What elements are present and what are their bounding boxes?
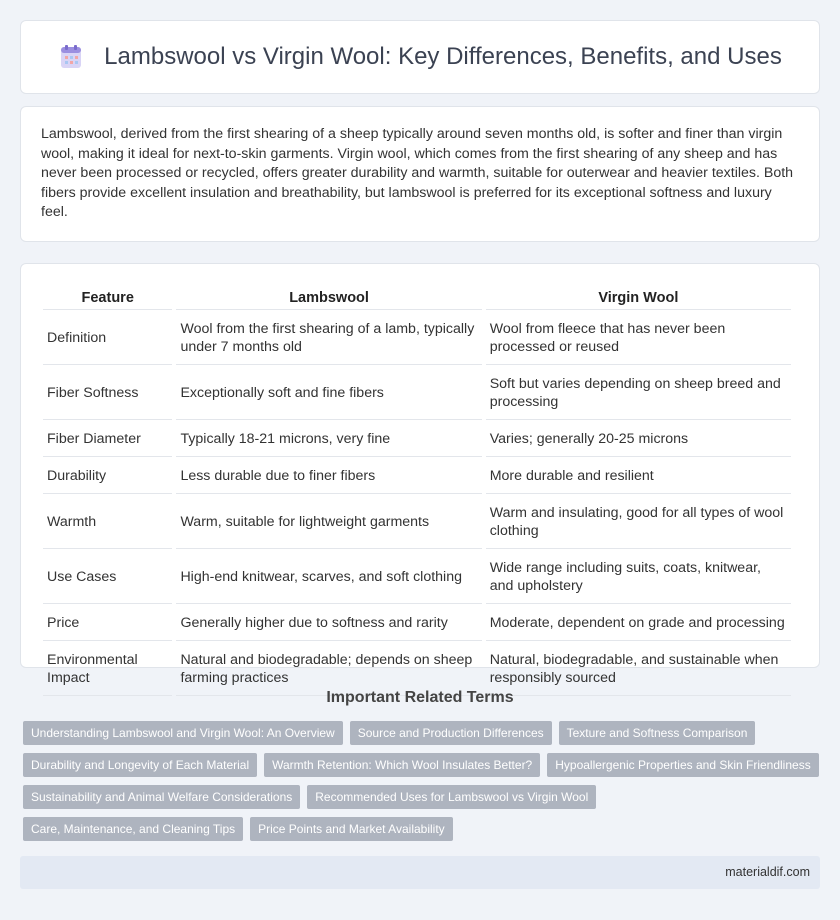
table-row xyxy=(43,606,791,641)
related-term-tag[interactable]: Hypoallergenic Properties and Skin Friendliness xyxy=(547,753,818,777)
row-virgin-wool: Varies; generally 20-25 microns xyxy=(486,422,791,457)
row-lambswool: Less durable due to finer fibers xyxy=(176,459,481,494)
document-list-icon xyxy=(58,44,84,70)
comparison-table xyxy=(39,284,795,698)
table-row xyxy=(43,312,791,365)
row-lambswool: Typically 18-21 microns, very fine xyxy=(176,422,481,457)
row-feature: Fiber Softness xyxy=(43,367,172,420)
related-term-tag[interactable]: Price Points and Market Availability xyxy=(250,817,453,841)
row-lambswool: Warm, suitable for lightweight garments xyxy=(176,496,481,549)
table-row xyxy=(43,496,791,549)
related-term-tag[interactable]: Durability and Longevity of Each Material xyxy=(23,753,257,777)
table-row xyxy=(43,422,791,457)
related-term-tag[interactable]: Understanding Lambswool and Virgin Wool: An Overview xyxy=(23,721,343,745)
table-row xyxy=(43,459,791,494)
row-feature: Definition xyxy=(43,312,172,365)
row-virgin-wool: More durable and resilient xyxy=(486,459,791,494)
row-feature: Durability xyxy=(43,459,172,494)
table-row xyxy=(43,551,791,604)
column-header: Feature xyxy=(43,286,172,310)
intro-paragraph: Lambswool, derived from the first shearing of a sheep typically around seven months old, is softer and finer than virgin wool, making it ideal for next-to-skin garments. Virgin wool, which comes from the first shearing of any sheep and has never been processed or recycled, offers greater durability and warmth, suitable for outerwear and heavier textiles. Both fibers provide excellent insulation and breathability, but lambswool is preferred for its exceptional softness and luxury feel. xyxy=(41,126,794,220)
row-lambswool: High-end knitwear, scarves, and soft clothing xyxy=(176,551,481,604)
related-terms-list xyxy=(23,721,823,841)
related-terms-heading: Important Related Terms xyxy=(326,689,514,706)
row-feature: Fiber Diameter xyxy=(43,422,172,457)
footer-bar xyxy=(20,856,820,889)
row-lambswool: Generally higher due to softness and rarity xyxy=(176,606,481,641)
row-virgin-wool: Natural, biodegradable, and sustainable when responsibly sourced xyxy=(486,643,791,696)
column-header: Virgin Wool xyxy=(486,286,791,310)
related-term-tag[interactable]: Texture and Softness Comparison xyxy=(559,721,756,745)
intro-card xyxy=(20,106,820,242)
row-feature: Use Cases xyxy=(43,551,172,604)
row-feature: Environmental Impact xyxy=(43,643,172,696)
related-term-tag[interactable]: Recommended Uses for Lambswool vs Virgin Wool xyxy=(307,785,596,809)
title-row xyxy=(58,43,782,71)
related-term-tag[interactable]: Care, Maintenance, and Cleaning Tips xyxy=(23,817,243,841)
related-term-tag[interactable]: Source and Production Differences xyxy=(350,721,552,745)
related-term-tag[interactable]: Sustainability and Animal Welfare Considerations xyxy=(23,785,300,809)
header-card xyxy=(20,20,820,94)
row-feature: Warmth xyxy=(43,496,172,549)
column-header: Lambswool xyxy=(176,286,481,310)
row-virgin-wool: Wool from fleece that has never been processed or reused xyxy=(486,312,791,365)
row-virgin-wool: Wide range including suits, coats, knitwear, and upholstery xyxy=(486,551,791,604)
table-row xyxy=(43,367,791,420)
table-header-row xyxy=(43,286,791,310)
comparison-table-card xyxy=(20,263,820,686)
row-feature: Price xyxy=(43,606,172,641)
related-term-tag[interactable]: Warmth Retention: Which Wool Insulates Better? xyxy=(264,753,540,777)
row-lambswool: Exceptionally soft and fine fibers xyxy=(176,367,481,420)
row-virgin-wool: Warm and insulating, good for all types of wool clothing xyxy=(486,496,791,549)
site-name[interactable]: materialdif.com xyxy=(725,865,810,879)
row-virgin-wool: Moderate, dependent on grade and processing xyxy=(486,606,791,641)
page-title: Lambswool vs Virgin Wool: Key Differences, Benefits, and Uses xyxy=(104,43,782,70)
row-virgin-wool: Soft but varies depending on sheep breed and processing xyxy=(486,367,791,420)
row-lambswool: Wool from the first shearing of a lamb, typically under 7 months old xyxy=(176,312,481,365)
row-lambswool: Natural and biodegradable; depends on sheep farming practices xyxy=(176,643,481,696)
